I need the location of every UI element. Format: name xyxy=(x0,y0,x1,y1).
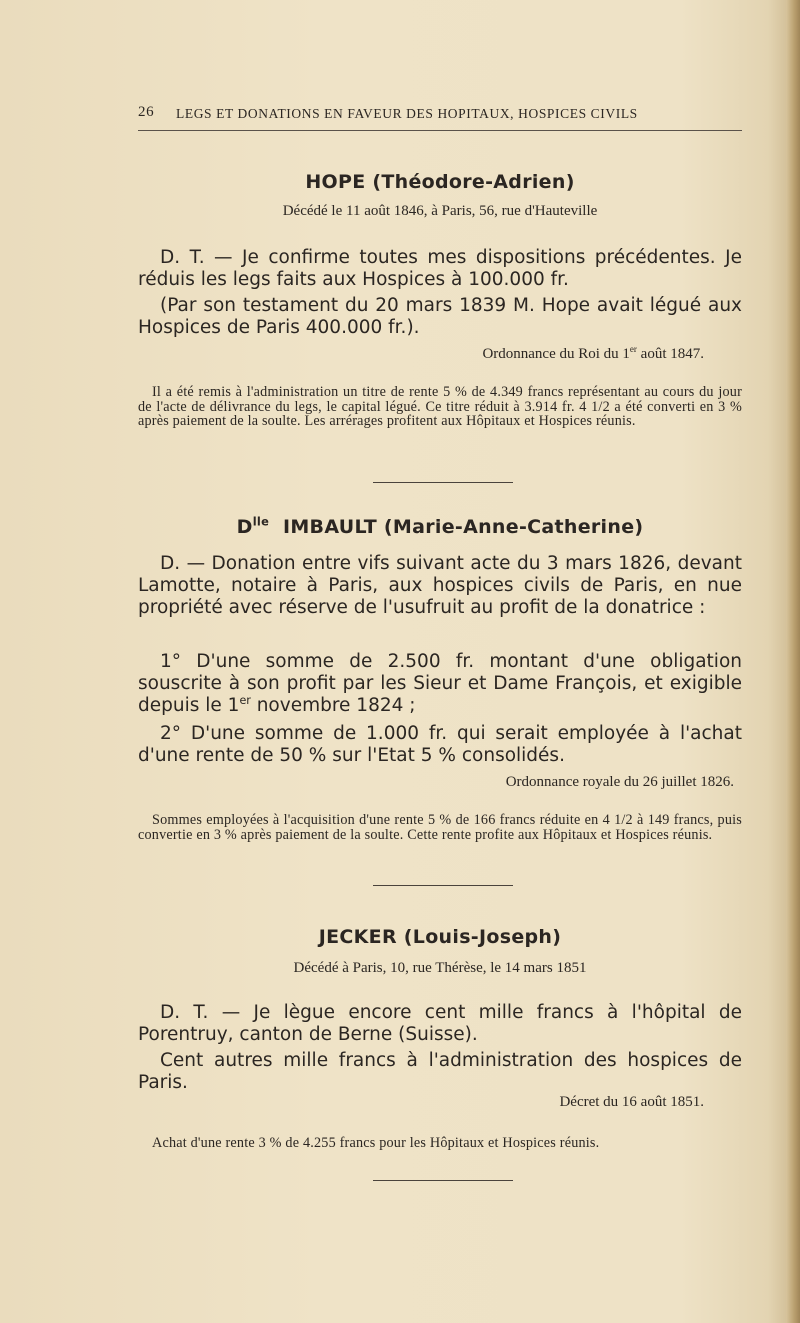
page-number: 26 xyxy=(138,104,155,120)
entry-title-imbault xyxy=(138,516,742,538)
running-title: LEGS ET DONATIONS EN FAVEUR DES HOPITAUX, HOSPICES CIVILS xyxy=(176,106,638,121)
separator-3 xyxy=(373,1180,513,1181)
paragraph-hope-2: (Par son testament du 20 mars 1839 M. Hope avait légué aux Hospices de Paris 400.000 fr.). xyxy=(138,295,742,338)
item1-sup: er xyxy=(239,693,251,707)
entry-subtitle-jecker: Décédé à Paris, 10, rue Thérèse, le 14 mars 1851 xyxy=(293,960,587,976)
entry-title-hope: HOPE (Théodore-Adrien) xyxy=(305,171,575,193)
decree-hope xyxy=(138,346,742,363)
separator-2 xyxy=(373,885,513,886)
title-prefix-sup: lle xyxy=(252,514,270,529)
header-rule xyxy=(138,130,742,131)
paragraph-imbault-1: D. — Donation entre vifs suivant acte du 3 mars 1826, devant Lamotte, notaire à Paris, aux hospices civils de Paris, en nue propriété avec réserve de l'usufruit au profit de la donatrice : xyxy=(138,553,742,618)
paragraph-hope-1: D. T. — Je confirme toutes mes dispositions précédentes. Je réduis les legs faits aux Hospices à 100.000 fr. xyxy=(138,247,742,290)
running-header xyxy=(138,104,742,126)
note-hope: Il a été remis à l'administration un titre de rente 5 % de 4.349 francs représentant au cours du jour de l'acte de délivrance du legs, le capital légué. Ce titre réduit à 3.914 fr. 4 1/2 a été converti en 3 % après paiement de la soulte. Les arrérages profitent aux Hôpitaux et Hospices réunis. xyxy=(138,384,742,429)
paragraph-jecker-2: Cent autres mille francs à l'administration des hospices de Paris. xyxy=(138,1050,742,1093)
entry-title-jecker: JECKER (Louis-Joseph) xyxy=(318,926,562,948)
note-imbault: Sommes employées à l'acquisition d'une rente 5 % de 166 francs réduite en 4 1/2 à 149 francs, puis convertie en 3 % après paiement de la soulte. Cette rente profite aux Hôpitaux et Hospices réunis. xyxy=(138,812,742,843)
entry-subtitle-hope: Décédé le 11 août 1846, à Paris, 56, rue d'Hauteville xyxy=(282,203,598,219)
separator-1 xyxy=(373,482,513,483)
decree-imbault: Ordonnance royale du 26 juillet 1826. xyxy=(505,774,734,790)
title-prefix: D xyxy=(236,516,253,538)
item1-post: novembre 1824 ; xyxy=(250,695,416,716)
paragraph-imbault-item2: 2° D'une somme de 1.000 fr. qui serait employée à l'achat d'une rente de 50 % sur l'Etat 5 % consolidés. xyxy=(138,723,742,766)
note-jecker: Achat d'une rente 3 % de 4.255 francs pour les Hôpitaux et Hospices réunis. xyxy=(152,1135,600,1151)
title-name: IMBAULT (Marie-Anne-Catherine) xyxy=(282,516,644,538)
page-edge xyxy=(786,0,800,1323)
decree-jecker: Décret du 16 août 1851. xyxy=(559,1094,704,1110)
paragraph-imbault-item1 xyxy=(138,651,742,717)
decree-hope-sup: er xyxy=(629,344,637,354)
decree-hope-post: août 1847. xyxy=(636,346,704,362)
decree-hope-pre: Ordonnance du Roi du 1 xyxy=(482,346,630,362)
paragraph-jecker-1: D. T. — Je lègue encore cent mille francs à l'hôpital de Porentruy, canton de Berne (Suisse). xyxy=(138,1002,742,1045)
item1-pre: 1° D'une somme de 2.500 fr. montant d'une obligation souscrite à son profit par les Sieur et Dame François, et exigible depuis le 1 xyxy=(138,651,742,716)
